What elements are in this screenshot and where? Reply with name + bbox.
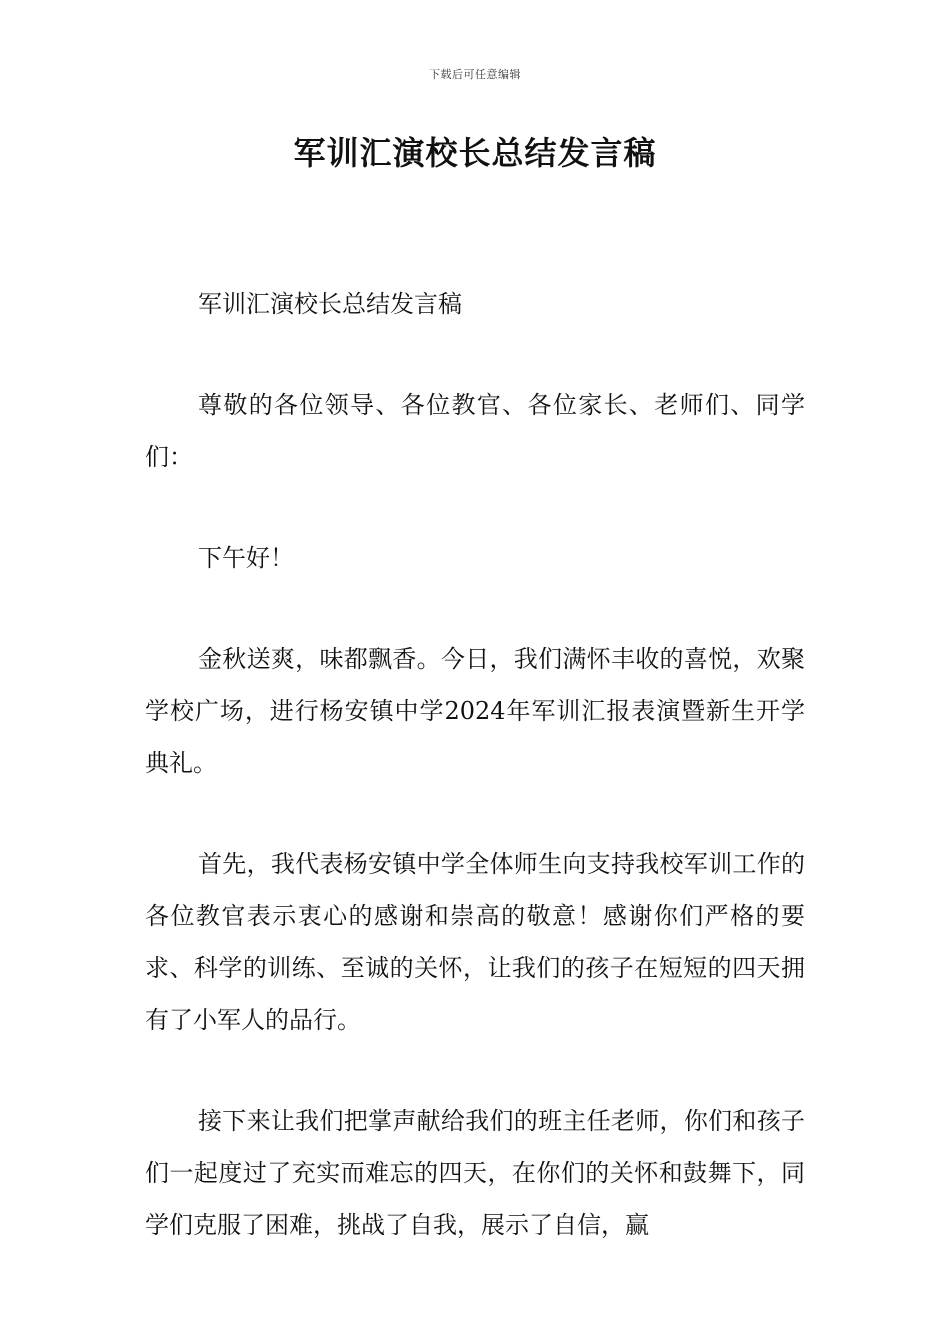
- paragraph-thanks-instructors: 首先，我代表杨安镇中学全体师生向支持我校军训工作的各位教官表示衷心的感谢和崇高的敬意！感谢你们严格的要求、科学的训练、至诚的关怀，让我们的孩子在短短的四天拥有了小军人的品行。: [145, 850, 805, 1034]
- document-title: 军训汇演校长总结发言稿: [293, 134, 657, 172]
- paragraph-greeting: 下午好！: [198, 544, 294, 572]
- header-note: 下载后可任意编辑: [429, 68, 521, 81]
- paragraph-opening: 金秋送爽，味都飘香。今日，我们满怀丰收的喜悦，欢聚学校广场，进行杨安镇中学2024年军训汇报表演暨新生开学典礼。: [145, 645, 805, 777]
- paragraph-subtitle: 军训汇演校长总结发言稿: [198, 290, 462, 318]
- paragraph-thanks-teachers: 接下来让我们把掌声献给我们的班主任老师，你们和孩子们一起度过了充实而难忘的四天，在你们的关怀和鼓舞下，同学们克服了困难，挑战了自我，展示了自信，赢: [145, 1107, 805, 1239]
- document-body: [145, 278, 805, 1300]
- paragraph-salutation: 尊敬的各位领导、各位教官、各位家长、老师们、同学们：: [145, 391, 805, 471]
